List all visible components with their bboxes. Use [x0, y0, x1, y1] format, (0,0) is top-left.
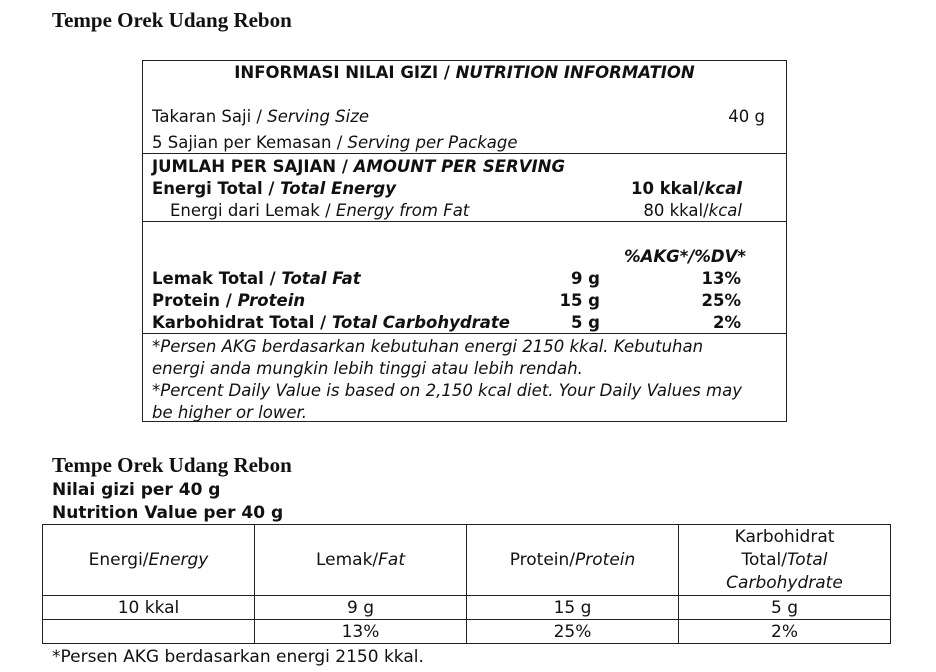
table-cell	[43, 620, 255, 644]
header-protein: Protein/Protein	[467, 525, 679, 596]
table-cell: 25%	[467, 620, 679, 644]
second-product-title: Tempe Orek Udang Rebon	[52, 453, 292, 477]
nutrient-label-fat: Lemak Total / Total Fat	[152, 269, 361, 288]
divider	[143, 333, 786, 334]
nutrient-dv-protein: 25%	[701, 291, 741, 310]
serving-size-label: Takaran Saji / Serving Size	[152, 107, 370, 126]
table-cell: 10 kkal	[43, 596, 255, 620]
nutrient-amount-protein: 15 g	[559, 291, 600, 310]
nutrition-facts-panel	[142, 60, 787, 422]
table-cell: 9 g	[255, 596, 467, 620]
nutrient-dv-carbohydrate: 2%	[712, 313, 741, 332]
table-cell: 2%	[679, 620, 891, 644]
servings-per-package: 5 Sajian per Kemasan / Serving per Package	[152, 133, 518, 152]
bottom-footnote: *Persen AKG berdasarkan energi 2150 kkal.	[52, 647, 424, 667]
table-row	[43, 620, 891, 644]
table-cell: 13%	[255, 620, 467, 644]
footnote-en-line1: *Percent Daily Value is based on 2,150 kcal diet. Your Daily Values may	[152, 381, 742, 400]
nutrient-dv-fat: 13%	[701, 269, 741, 288]
table-cell: 15 g	[467, 596, 679, 620]
nutrient-amount-fat: 9 g	[570, 269, 600, 288]
table-cell: 5 g	[679, 596, 891, 620]
product-title: Tempe Orek Udang Rebon	[52, 8, 292, 32]
panel-heading-id: INFORMASI NILAI GIZI	[234, 63, 439, 82]
footnote-id-line1: *Persen AKG berdasarkan kebutuhan energi 2150 kkal. Kebutuhan	[152, 337, 704, 356]
divider	[143, 153, 786, 154]
dv-header: %AKG*/%DV*	[624, 247, 746, 266]
energy-from-fat-value: 80 kkal/kcal	[643, 201, 742, 220]
table-header-row	[43, 525, 891, 596]
serving-size-value: 40 g	[728, 107, 765, 126]
nutrient-label-carbohydrate: Karbohidrat Total / Total Carbohydrate	[152, 313, 510, 332]
nutrition-summary-table	[42, 524, 891, 644]
header-fat: Lemak/Fat	[255, 525, 467, 596]
header-energy: Energi/Energy	[43, 525, 255, 596]
nutrient-amount-carbohydrate: 5 g	[570, 313, 600, 332]
nutrition-value-line: Nutrition Value per 40 g	[52, 503, 284, 523]
table-row	[43, 596, 891, 620]
nutrient-label-protein: Protein / Protein	[152, 291, 306, 310]
footnote-en-line2: be higher or lower.	[152, 403, 307, 422]
panel-heading: INFORMASI NILAI GIZI / NUTRITION INFORMATION	[234, 63, 695, 82]
total-energy-label: Energi Total / Total Energy	[152, 179, 396, 198]
total-energy-value: 10 kkal/kcal	[630, 179, 742, 198]
panel-heading-en: NUTRITION INFORMATION	[455, 63, 695, 82]
amount-per-serving-label: JUMLAH PER SAJIAN / AMOUNT PER SERVING	[152, 157, 565, 176]
divider	[143, 221, 786, 222]
footnote-id-line2: energi anda mungkin lebih tinggi atau lebih rendah.	[152, 359, 583, 378]
header-carbohydrate: Karbohidrat Total/Total Carbohydrate	[679, 525, 891, 596]
nilai-gizi-line: Nilai gizi per 40 g	[52, 480, 221, 500]
energy-from-fat-label: Energi dari Lemak / Energy from Fat	[170, 201, 470, 220]
